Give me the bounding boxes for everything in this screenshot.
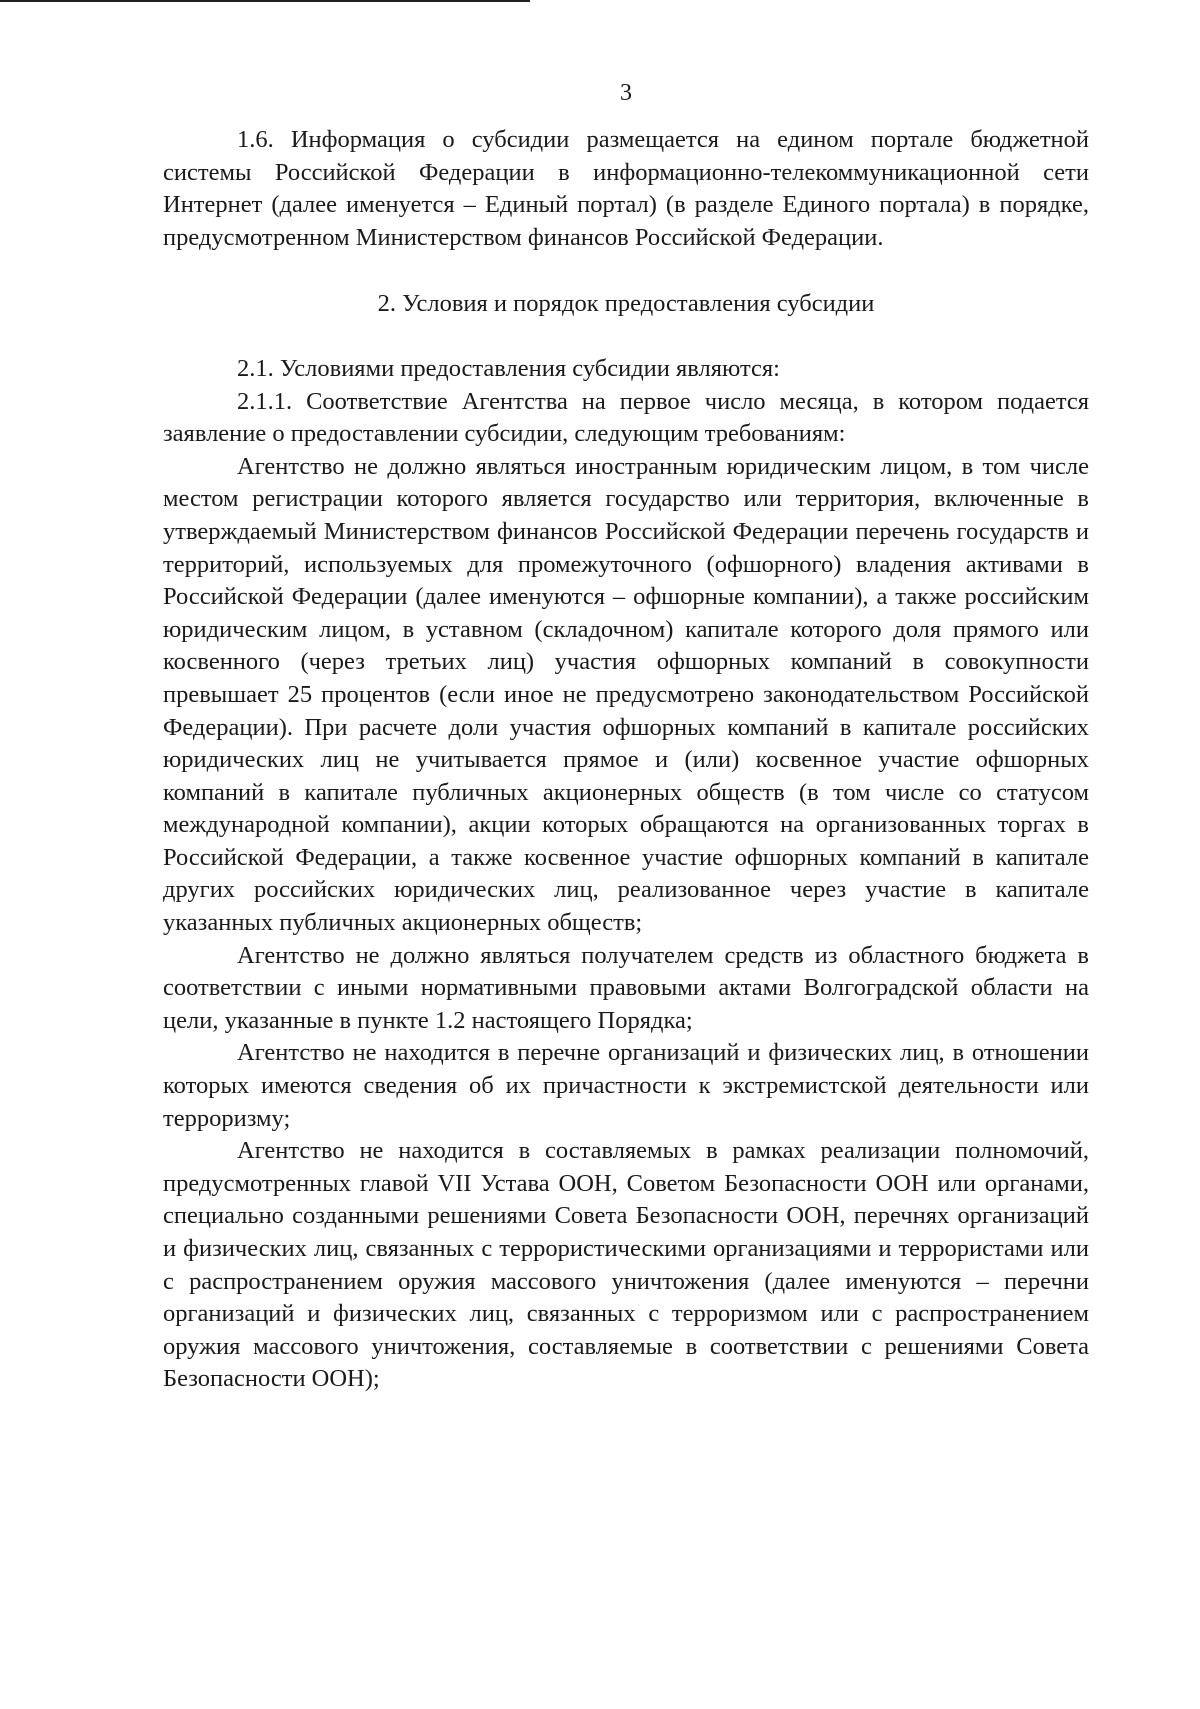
paragraph-1-6: 1.6. Информация о субсидии размещается на едином портале бюджетной системы Российской Федерации в информационно-телекоммуникационной сети Интернет (далее именуется – Единый портал) (в разделе Единого портала) в порядке, предусмотренном Министерством финансов Российской Федерации.: [163, 126, 1089, 251]
paragraph-un-lists-requirement: Агентство не находится в составляемых в рамках реализации полномочий, предусмотренных главой VII Устава ООН, Советом Безопасности ООН или органами, специально созданными решениями Совета Безопасности ООН, перечнях организаций и физических лиц, связанных с террористическими организациями и террористами или с распространением оружия массового уничтожения (далее именуются – перечни организаций и физических лиц, связанных с терроризмом или с распространением оружия массового уничтожения, составляемые в соответствии с решениями Совета Безопасности ООН);: [163, 1137, 1089, 1393]
scan-edge-line: [0, 0, 530, 2]
page-number: 3: [620, 80, 632, 106]
paragraph-2-1-1: 2.1.1. Соответствие Агентства на первое число месяца, в котором подается заявление о предоставлении субсидии, следующим требованиям:: [163, 387, 1089, 448]
paragraph-extremism-requirement: Агентство не находится в перечне организаций и физических лиц, в отношении которых имеются сведения об их причастности к экстремистской деятельности или терроризму;: [163, 1039, 1089, 1132]
section-heading: 2. Условия и порядок предоставления субсидии: [377, 290, 875, 318]
document-body: [163, 124, 1089, 1396]
paragraph-budget-requirement: Агентство не должно являться получателем средств из областного бюджета в соответствии с иными нормативными правовыми актами Волгоградской области на цели, указанные в пункте 1.2 настоящего Порядка;: [163, 941, 1089, 1034]
paragraph-offshore-requirement: Агентство не должно являться иностранным юридическим лицом, в том числе местом регистрации которого является государство или территория, включенные в утверждаемый Министерством финансов Российской Федерации перечень государств и территорий, используемых для промежуточного (офшорного) владения активами в Российской Федерации (далее именуются – офшорные компании), а также российским юридическим лицом, в уставном (складочном) капитале которого доля прямого или косвенного (через третьих лиц) участия офшорных компаний в совокупности превышает 25 процентов (если иное не предусмотрено законодательством Российской Федерации). При расчете доли участия офшорных компаний в капитале российских юридических лиц не учитывается прямое и (или) косвенное участие офшорных компаний в капитале публичных акционерных обществ (в том числе со статусом международной компании), акции которых обращаются на организованных торгах в Российской Федерации, а также косвенное участие офшорных компаний в капитале других российских юридических лиц, реализованное через участие в капитале указанных публичных акционерных обществ;: [163, 452, 1089, 937]
paragraph-2-1: 2.1. Условиями предоставления субсидии являются:: [237, 354, 780, 382]
